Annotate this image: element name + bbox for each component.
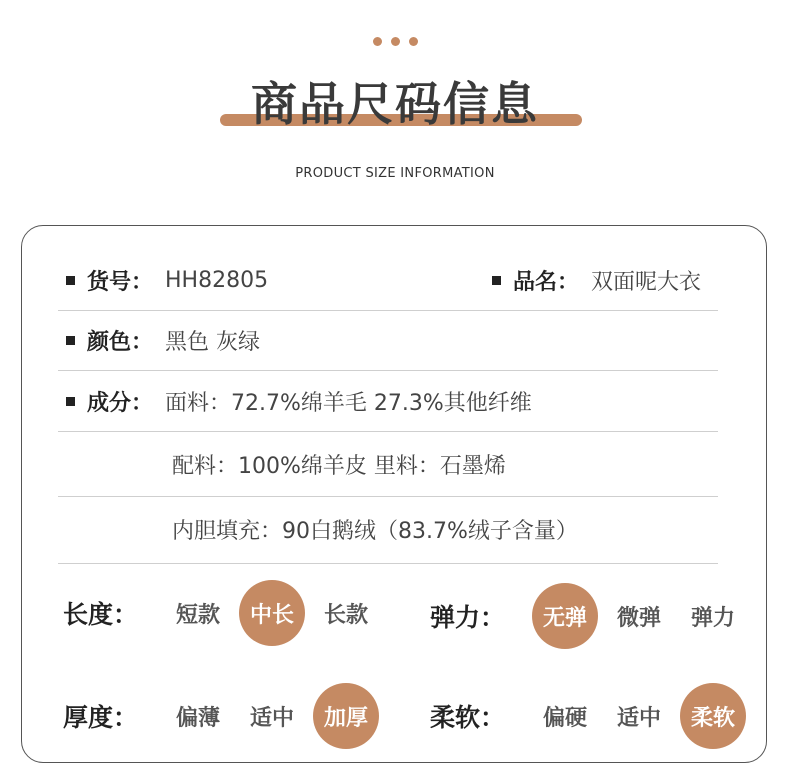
bullet-icon (66, 336, 75, 345)
decorative-dots (0, 37, 790, 46)
option-soft-selected: 柔软 (680, 683, 746, 749)
bullet-icon (492, 276, 501, 285)
info-row-filling (58, 496, 718, 564)
item-no-label: 货号： (87, 269, 154, 295)
option-medium-selected: 中长 (239, 580, 305, 646)
item-no-value: HH82805 (165, 267, 269, 293)
thickness-label: 厚度： (63, 703, 139, 732)
page-title: 商品尺码信息 (251, 77, 539, 131)
option-thin: 偏薄 (175, 705, 220, 731)
composition-trim: 配料：100%绵羊皮 里料：石墨烯 (172, 453, 506, 479)
name-group (484, 250, 701, 310)
dot-icon (391, 37, 400, 46)
bullet-icon (66, 276, 75, 285)
composition-fabric: 面料：72.7%绵羊毛 27.3%其他纤维 (165, 390, 532, 416)
option-moderate-soft: 适中 (616, 705, 661, 731)
info-row-composition (58, 371, 718, 432)
name-value: 双面呢大衣 (591, 269, 702, 295)
attribute-softness (430, 683, 750, 749)
color-label: 颜色： (87, 329, 154, 355)
attribute-thickness (63, 683, 383, 749)
option-slight-stretch: 微弹 (616, 605, 661, 631)
info-row-trim (58, 432, 718, 497)
attribute-length (63, 580, 383, 646)
dot-icon (373, 37, 382, 46)
composition-filling: 内胆填充：90白鹅绒（83.7%绒子含量） (172, 519, 578, 544)
attribute-elasticity (430, 583, 750, 649)
name-label: 品名： (513, 269, 580, 295)
option-long: 长款 (323, 602, 368, 628)
composition-label: 成分： (87, 390, 154, 416)
option-moderate: 适中 (249, 705, 294, 731)
bullet-icon (66, 397, 75, 406)
title-container (0, 68, 790, 134)
color-value: 黑色 灰绿 (165, 329, 261, 355)
page-subtitle: PRODUCT SIZE INFORMATION (295, 166, 495, 181)
length-label: 长度： (63, 600, 139, 629)
option-thick-selected: 加厚 (313, 683, 379, 749)
dot-icon (409, 37, 418, 46)
option-short: 短款 (175, 602, 220, 628)
info-row-color (58, 310, 718, 371)
info-row-item (58, 250, 718, 311)
option-hard: 偏硬 (542, 705, 587, 731)
option-stretch: 弹力 (690, 605, 735, 631)
option-no-stretch-selected: 无弹 (532, 583, 598, 649)
elasticity-label: 弹力： (430, 603, 506, 632)
softness-label: 柔软： (430, 703, 506, 732)
